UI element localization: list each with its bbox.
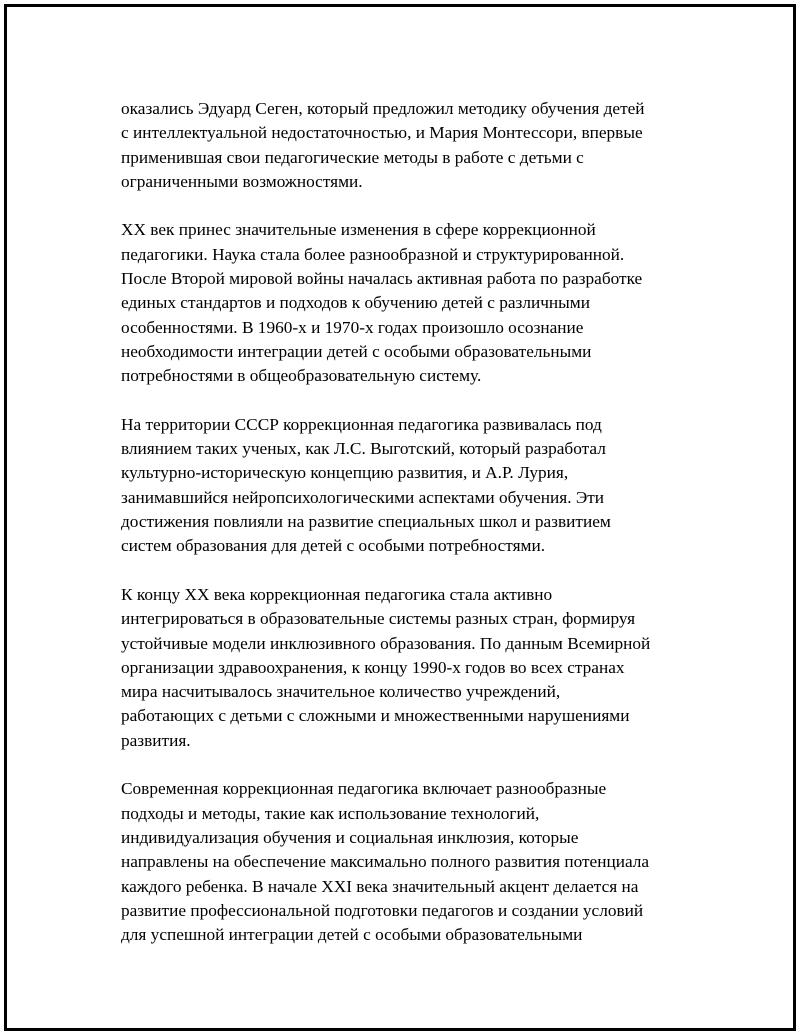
text-line: направлены на обеспечение максимально полного развития потенциала	[121, 852, 650, 872]
text-line: организации здравоохранения, к концу 1990-х годов во всех странах	[121, 657, 625, 677]
text-line: После Второй мировой войны началась активная работа по разработке	[121, 269, 643, 289]
text-line: развития.	[121, 730, 191, 750]
text-line: оказались Эдуард Сеген, который предложил методику обучения детей	[121, 99, 645, 118]
text-line: Современная коррекционная педагогика включает разнообразные	[121, 779, 607, 799]
text-line: педагогики. Наука стала более разнообразной и структурированной.	[121, 244, 625, 264]
text-line: единых стандартов и подходов к обучению детей с различными	[121, 293, 590, 313]
text-line: применившая свои педагогические методы в работе с детьми с	[121, 147, 584, 167]
text-line: достижения повлияли на развитие специальных школ и развитием	[121, 512, 611, 532]
text-line: необходимости интеграции детей с особыми образовательными	[121, 341, 592, 361]
text-line: особенностями. В 1960-х и 1970-х годах произошло осознание	[121, 317, 584, 337]
page-frame	[4, 4, 796, 1031]
text-line: подходы и методы, такие как использование технологий,	[121, 803, 540, 823]
text-line: К концу XX века коррекционная педагогика стала активно	[121, 584, 553, 604]
text-line: систем образования для детей с особыми потребностями.	[121, 536, 546, 556]
text-line: индивидуализация обучения и социальная инклюзия, которые	[121, 827, 579, 847]
paragraph-2	[121, 218, 701, 388]
text-line: ограниченными возможностями.	[121, 171, 363, 191]
text-line: На территории СССР коррекционная педагогика развивалась под	[121, 414, 602, 434]
text-line: влиянием таких ученых, как Л.С. Выготский, который разработал	[121, 439, 606, 459]
text-line: для успешной интеграции детей с особыми образовательными	[121, 925, 583, 945]
document-body	[121, 97, 701, 972]
text-line: каждого ребенка. В начале XXI века значительный акцент делается на	[121, 876, 639, 896]
text-line: потребностями в общеобразовательную систему.	[121, 366, 482, 386]
text-line: мира насчитывалось значительное количество учреждений,	[121, 682, 561, 702]
text-line: с интеллектуальной недостаточностью, и Мария Монтессори, впервые	[121, 123, 643, 143]
text-line: XX век принес значительные изменения в сфере коррекционной	[121, 220, 596, 240]
paragraph-5	[121, 777, 701, 947]
text-line: интегрироваться в образовательные системы разных стран, формируя	[121, 609, 636, 629]
text-line: занимавшийся нейропсихологическими аспектами обучения. Эти	[121, 487, 605, 507]
text-line: развитие профессиональной подготовки педагогов и создании условий	[121, 900, 644, 920]
paragraph-1	[121, 97, 701, 194]
paragraph-4	[121, 583, 701, 753]
paragraph-3	[121, 413, 701, 559]
text-line: устойчивые модели инклюзивного образования. По данным Всемирной	[121, 633, 651, 653]
text-line: работающих с детьми с сложными и множественными нарушениями	[121, 706, 630, 726]
text-line: культурно-историческую концепцию развития, и А.Р. Лурия,	[121, 463, 569, 483]
